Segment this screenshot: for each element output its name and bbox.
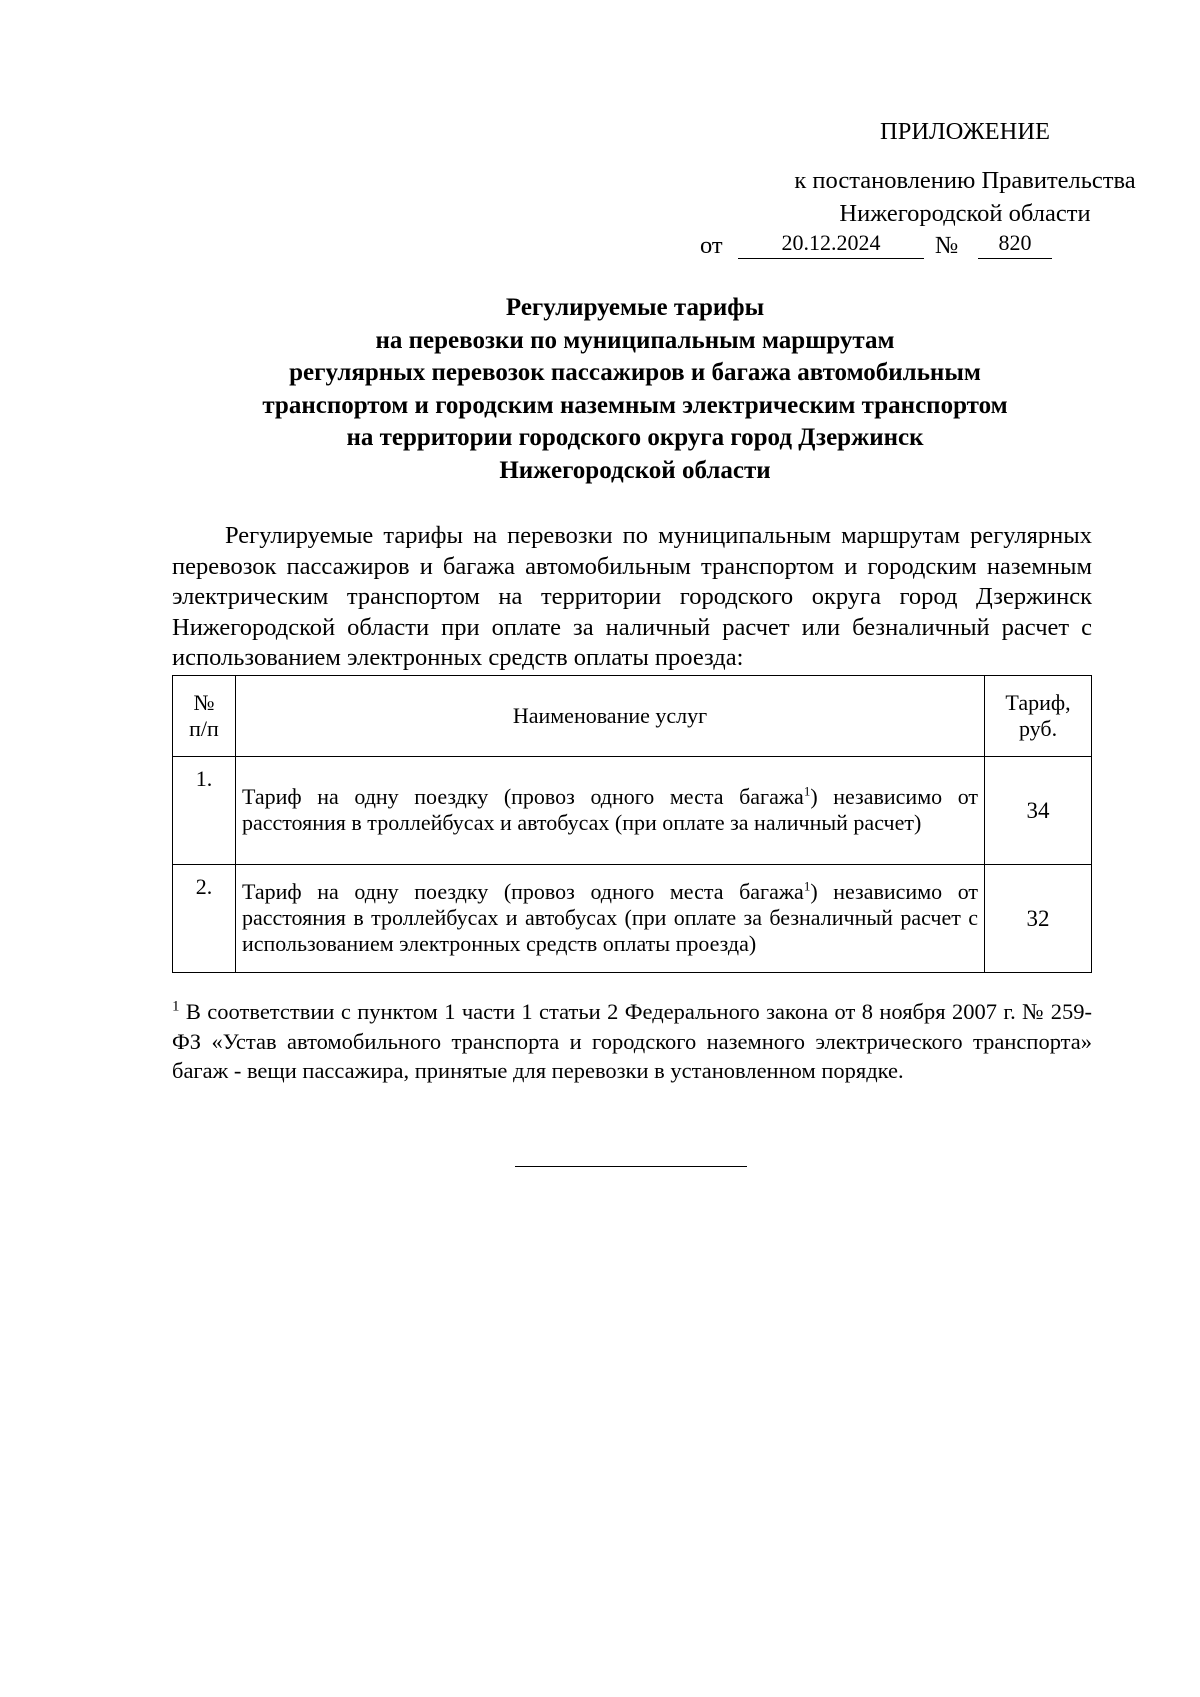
intro-paragraph: Регулируемые тарифы на перевозки по муниципальным маршрутам регулярных перевозок пассажиров и багажа автомобильным транспортом и городским наземным электрическим транспортом на территории городского округа город Дзержинск Нижегородской области при оплате за наличный расчет или безналичный расчет с использованием электронных средств оплаты проезда: — [172, 522, 1092, 671]
header-number — [173, 676, 236, 757]
title-line: на территории городского округа город Дзержинск — [346, 424, 924, 451]
tariffs-table — [172, 675, 1092, 973]
number-sign-label: № — [935, 232, 959, 259]
footnote-mark: 1 — [803, 783, 811, 799]
resolution-number: 820 — [978, 228, 1052, 259]
title-line: транспортом и городским наземным электрическим транспортом — [262, 391, 1008, 419]
appendix-region-line: Нижегородской области — [839, 200, 1091, 227]
title-line: Нижегородской области — [499, 456, 771, 484]
appendix-date-line — [700, 230, 1072, 262]
row-number: 1. — [173, 757, 236, 865]
title-line: на перевозки по муниципальным маршрутам — [375, 326, 895, 354]
document-title — [120, 292, 1150, 487]
title-line: Регулируемые тарифы — [505, 294, 765, 321]
end-separator-line — [515, 1166, 747, 1167]
service-text-continued: ) независимо от расстояния в троллейбусах и автобусах (при оплате за безналичный расчет с использованием электронных средств оплаты проезда) — [241, 879, 979, 956]
row-service-name — [235, 757, 984, 865]
service-text-continued: ) независимо от расстояния в троллейбусах и автобусах (при оплате за наличный расчет) — [241, 784, 979, 835]
row-service-name — [235, 865, 984, 973]
header-tariff-unit: руб. — [1018, 716, 1058, 741]
footnote-number: 1 — [172, 998, 180, 1015]
resolution-date: 20.12.2024 — [738, 228, 924, 259]
appendix-resolution-line: к постановлению Правительства — [794, 167, 1136, 194]
footnote-text: В соответствии с пунктом 1 части 1 статьи 2 Федерального закона от 8 ноября 2007 г. № 259-ФЗ «Устав автомобильного транспорта и городского наземного электрического транспорта» багаж - вещи пассажира, принятые для перевозки в установленном порядке. — [172, 999, 1092, 1083]
table-row — [173, 757, 1092, 865]
service-text: Тариф на одну поездку (провоз одного места багажа — [241, 784, 804, 809]
header-tariff-label: Тариф, — [1005, 690, 1071, 715]
table-row — [173, 865, 1092, 973]
header-service-name: Наименование услуг — [235, 676, 984, 757]
date-from-label: от — [700, 232, 723, 259]
row-tariff: 32 — [985, 865, 1092, 973]
footnote-mark: 1 — [803, 878, 811, 894]
service-text: Тариф на одну поездку (провоз одного места багажа — [241, 879, 804, 904]
row-number: 2. — [173, 865, 236, 973]
row-tariff: 34 — [985, 757, 1092, 865]
title-line: регулярных перевозок пассажиров и багажа автомобильным — [289, 359, 981, 386]
header-number-pp: п/п — [189, 716, 219, 741]
header-number-sign: № — [193, 690, 215, 715]
table-header-row — [173, 676, 1092, 757]
appendix-title: ПРИЛОЖЕНИЕ — [880, 118, 1050, 145]
header-tariff — [985, 676, 1092, 757]
footnote — [172, 997, 1092, 1086]
